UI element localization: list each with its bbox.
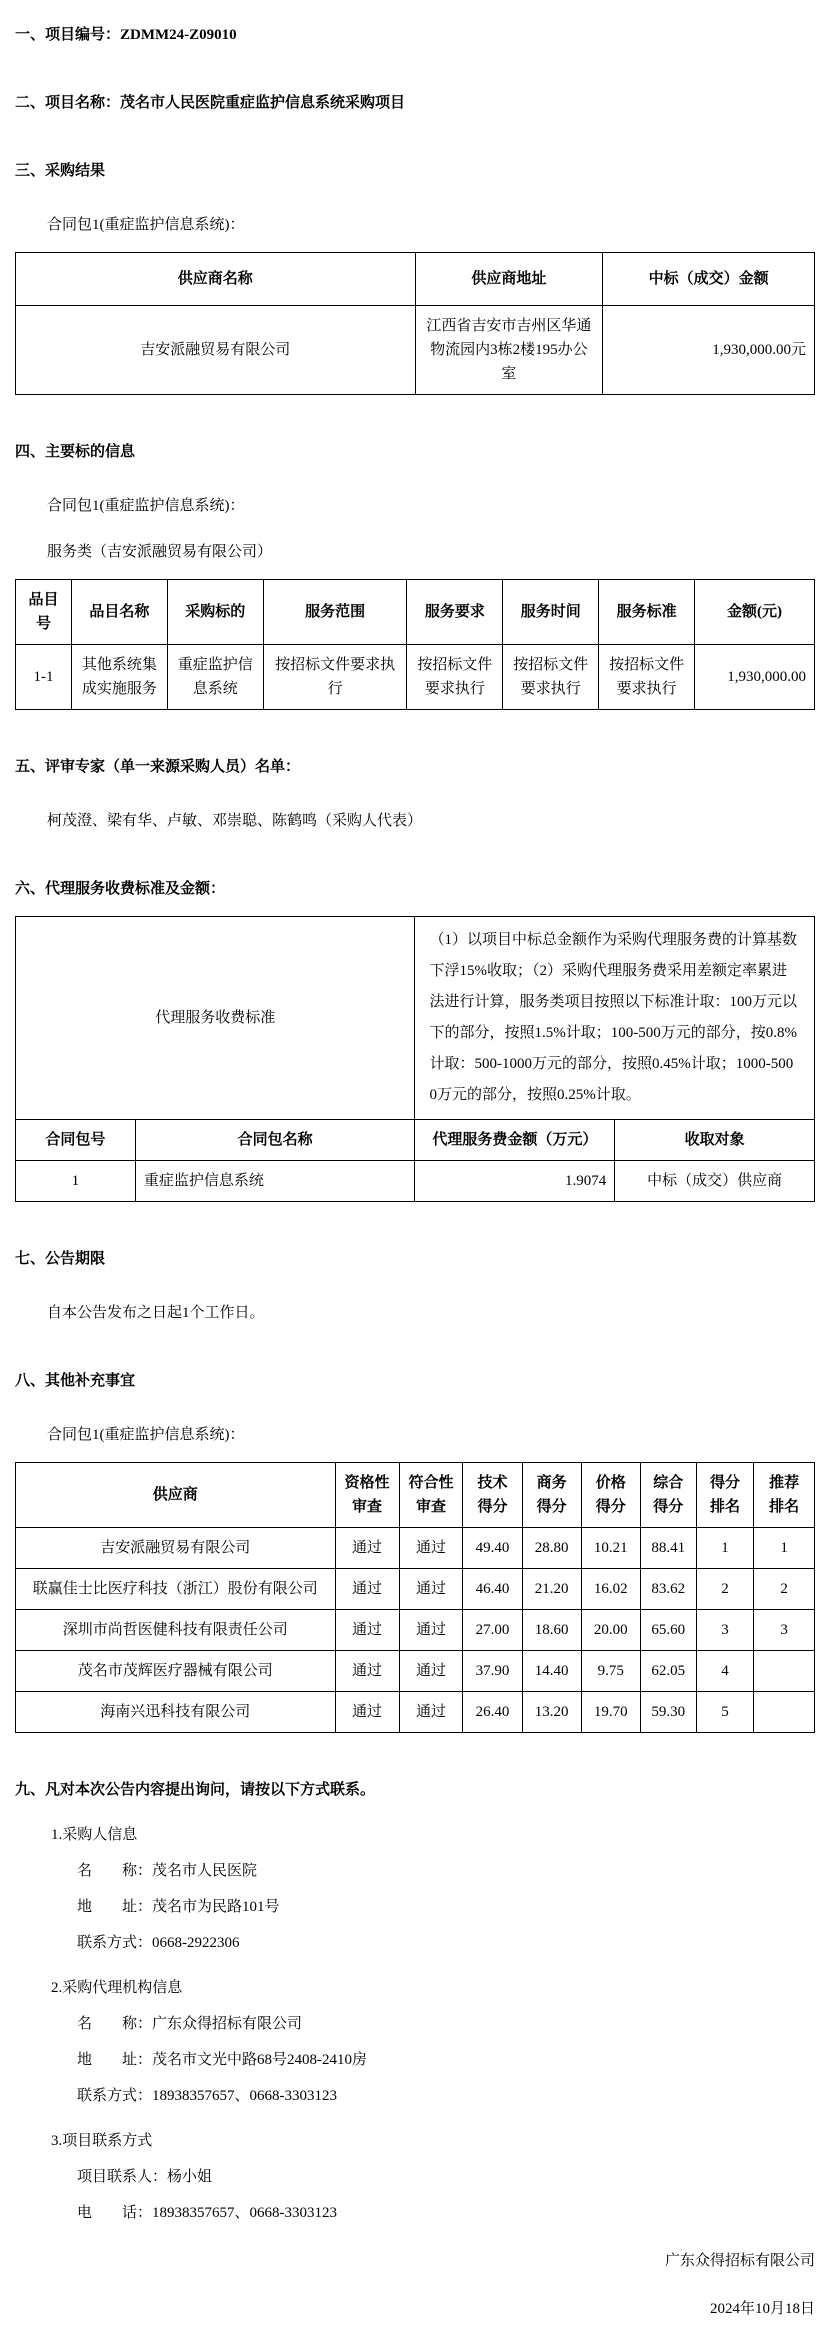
result-col-supplier-name: 供应商名称 — [16, 253, 416, 306]
qualification-review: 通过 — [335, 1569, 399, 1610]
total-score: 88.41 — [640, 1528, 696, 1569]
supplier-name: 吉安派融贸易有限公司 — [16, 1528, 336, 1569]
conformity-review: 通过 — [399, 1610, 463, 1651]
item-amount: 1,930,000.00 — [695, 645, 815, 710]
score-col-price-score: 价格得分 — [581, 1463, 640, 1528]
agency-info-title: 2.采购代理机构信息 — [51, 1980, 183, 1996]
fee-standard-label: 代理服务收费标准 — [16, 917, 415, 1120]
qualification-review: 通过 — [335, 1651, 399, 1692]
score-col-qualification-review: 资格性审查 — [335, 1463, 399, 1528]
fee-charged-party: 中标（成交）供应商 — [615, 1161, 815, 1202]
service-category-label: 服务类（吉安派融贸易有限公司） — [47, 544, 273, 560]
item-service-requirement: 按招标文件要求执行 — [407, 645, 503, 710]
item-table-header-row — [16, 580, 815, 645]
supplier-score-table — [15, 1462, 815, 1733]
fee-standard-row — [16, 917, 815, 1120]
fee-package-no: 1 — [16, 1161, 136, 1202]
section-heading-contact: 九、凡对本次公告内容提出询问，请按以下方式联系。 — [15, 1782, 376, 1798]
business-score: 13.20 — [522, 1692, 581, 1733]
recommend-rank — [754, 1651, 815, 1692]
qualification-review: 通过 — [335, 1692, 399, 1733]
conformity-review: 通过 — [399, 1651, 463, 1692]
price-score: 9.75 — [581, 1651, 640, 1692]
item-col-service-standard: 服务标准 — [599, 580, 695, 645]
fee-standard-text: （1）以项目中标总金额作为采购代理服务费的计算基数下浮15%收取；（2）采购代理服务费采用差额定率累进法进行计算，服务类项目按照以下标准计取：100万元以下的部分，按照1.5%计取；100-500万元的部分，按0.8%计取：500-1000万元的部分，按照0.45%计取；1000-5000万元的部分，按照0.25%计取。 — [415, 917, 815, 1120]
business-score: 28.80 — [522, 1528, 581, 1569]
score-rank: 2 — [696, 1569, 754, 1610]
section-heading-project-number: 一、项目编号：ZDMM24-Z09010 — [15, 27, 237, 43]
item-table-row — [16, 645, 815, 710]
recommend-rank: 3 — [754, 1610, 815, 1651]
qualification-review: 通过 — [335, 1528, 399, 1569]
agency-phone: 联系方式：18938357657、0668-3303123 — [77, 2088, 337, 2104]
expert-names: 柯茂澄、梁有华、卢敏、邓崇聪、陈鹤鸣（采购人代表） — [47, 813, 423, 829]
section-heading-procurement-result: 三、采购结果 — [15, 163, 106, 179]
footer-company: 广东众得招标有限公司 — [664, 2253, 815, 2269]
purchaser-info-title: 1.采购人信息 — [51, 1827, 138, 1843]
item-col-service-time: 服务时间 — [503, 580, 599, 645]
section-heading-announcement-period: 七、公告期限 — [15, 1251, 106, 1267]
score-col-score-rank: 得分排名 — [696, 1463, 754, 1528]
technical-score: 37.90 — [463, 1651, 522, 1692]
fee-table-header-row — [16, 1120, 815, 1161]
section-heading-experts: 五、评审专家（单一来源采购人员）名单： — [15, 759, 301, 775]
result-table-header-row — [16, 253, 815, 306]
item-col-service-requirement: 服务要求 — [407, 580, 503, 645]
announcement-period-text: 自本公告发布之日起1个工作日。 — [47, 1305, 265, 1321]
score-rank: 3 — [696, 1610, 754, 1651]
total-score: 83.62 — [640, 1569, 696, 1610]
fee-col-fee-amount: 代理服务费金额（万元） — [415, 1120, 615, 1161]
technical-score: 27.00 — [463, 1610, 522, 1651]
fee-amount: 1.9074 — [415, 1161, 615, 1202]
item-service-scope: 按招标文件要求执行 — [263, 645, 407, 710]
fee-table-row — [16, 1161, 815, 1202]
score-rank: 4 — [696, 1651, 754, 1692]
fee-col-charged-party: 收取对象 — [615, 1120, 815, 1161]
purchaser-address: 地 址：茂名市为民路101号 — [77, 1899, 280, 1915]
result-col-award-amount: 中标（成交）金额 — [603, 253, 815, 306]
fee-package-name: 重症监护信息系统 — [135, 1161, 415, 1202]
technical-score: 46.40 — [463, 1569, 522, 1610]
supplier-name: 海南兴迅科技有限公司 — [16, 1692, 336, 1733]
recommend-rank — [754, 1692, 815, 1733]
package-label-result: 合同包1(重症监护信息系统)： — [47, 217, 245, 233]
price-score: 16.02 — [581, 1569, 640, 1610]
result-supplier-address: 江西省吉安市吉州区华通物流园内3栋2楼195办公室 — [415, 306, 603, 395]
score-rank: 5 — [696, 1692, 754, 1733]
item-table — [15, 579, 815, 710]
footer-date: 2024年10月18日 — [709, 2301, 815, 2317]
score-rank: 1 — [696, 1528, 754, 1569]
section-heading-other-matters: 八、其他补充事宜 — [15, 1373, 136, 1389]
conformity-review: 通过 — [399, 1692, 463, 1733]
item-col-service-scope: 服务范围 — [263, 580, 407, 645]
item-no: 1-1 — [16, 645, 72, 710]
score-table-row — [16, 1651, 815, 1692]
package-label-subject: 合同包1(重症监护信息系统)： — [47, 498, 245, 514]
section-heading-agency-fee: 六、代理服务收费标准及金额： — [15, 881, 226, 897]
item-col-procurement-target: 采购标的 — [167, 580, 263, 645]
price-score: 20.00 — [581, 1610, 640, 1651]
score-table-row — [16, 1692, 815, 1733]
technical-score: 49.40 — [463, 1528, 522, 1569]
purchaser-phone: 联系方式：0668-2922306 — [77, 1935, 240, 1951]
package-label-other: 合同包1(重症监护信息系统)： — [47, 1427, 245, 1443]
conformity-review: 通过 — [399, 1528, 463, 1569]
project-contact-phone: 电 话：18938357657、0668-3303123 — [77, 2205, 337, 2221]
result-col-supplier-address: 供应商地址 — [415, 253, 603, 306]
agency-address: 地 址：茂名市文光中路68号2408-2410房 — [77, 2052, 367, 2068]
score-col-conformity-review: 符合性审查 — [399, 1463, 463, 1528]
supplier-name: 茂名市茂辉医疗器械有限公司 — [16, 1651, 336, 1692]
conformity-review: 通过 — [399, 1569, 463, 1610]
business-score: 18.60 — [522, 1610, 581, 1651]
result-supplier-name: 吉安派融贸易有限公司 — [16, 306, 416, 395]
score-table-row — [16, 1610, 815, 1651]
business-score: 14.40 — [522, 1651, 581, 1692]
score-table-header-row — [16, 1463, 815, 1528]
agency-fee-table — [15, 916, 815, 1202]
result-table — [15, 252, 815, 395]
recommend-rank: 2 — [754, 1569, 815, 1610]
technical-score: 26.40 — [463, 1692, 522, 1733]
price-score: 19.70 — [581, 1692, 640, 1733]
item-procurement-target: 重症监护信息系统 — [167, 645, 263, 710]
score-col-recommend-rank: 推荐排名 — [754, 1463, 815, 1528]
supplier-name: 深圳市尚哲医健科技有限责任公司 — [16, 1610, 336, 1651]
total-score: 62.05 — [640, 1651, 696, 1692]
item-name: 其他系统集成实施服务 — [71, 645, 167, 710]
recommend-rank: 1 — [754, 1528, 815, 1569]
item-service-standard: 按招标文件要求执行 — [599, 645, 695, 710]
total-score: 65.60 — [640, 1610, 696, 1651]
score-table-row — [16, 1569, 815, 1610]
result-award-amount: 1,930,000.00元 — [603, 306, 815, 395]
fee-col-package-no: 合同包号 — [16, 1120, 136, 1161]
project-contact-person: 项目联系人：杨小姐 — [77, 2169, 213, 2185]
item-service-time: 按招标文件要求执行 — [503, 645, 599, 710]
score-col-business-score: 商务得分 — [522, 1463, 581, 1528]
business-score: 21.20 — [522, 1569, 581, 1610]
score-col-supplier: 供应商 — [16, 1463, 336, 1528]
fee-col-package-name: 合同包名称 — [135, 1120, 415, 1161]
score-col-technical-score: 技术得分 — [463, 1463, 522, 1528]
item-col-amount: 金额(元) — [695, 580, 815, 645]
agency-name: 名 称：广东众得招标有限公司 — [77, 2016, 303, 2032]
score-table-row — [16, 1528, 815, 1569]
item-col-item-no: 品目号 — [16, 580, 72, 645]
section-heading-main-subject-info: 四、主要标的信息 — [15, 444, 136, 460]
total-score: 59.30 — [640, 1692, 696, 1733]
score-col-total-score: 综合得分 — [640, 1463, 696, 1528]
qualification-review: 通过 — [335, 1610, 399, 1651]
purchaser-name: 名 称：茂名市人民医院 — [77, 1863, 258, 1879]
supplier-name: 联赢佳士比医疗科技（浙江）股份有限公司 — [16, 1569, 336, 1610]
item-col-item-name: 品目名称 — [71, 580, 167, 645]
project-contact-title: 3.项目联系方式 — [51, 2133, 153, 2149]
price-score: 10.21 — [581, 1528, 640, 1569]
section-heading-project-name: 二、项目名称：茂名市人民医院重症监护信息系统采购项目 — [15, 95, 406, 111]
result-table-row — [16, 306, 815, 395]
